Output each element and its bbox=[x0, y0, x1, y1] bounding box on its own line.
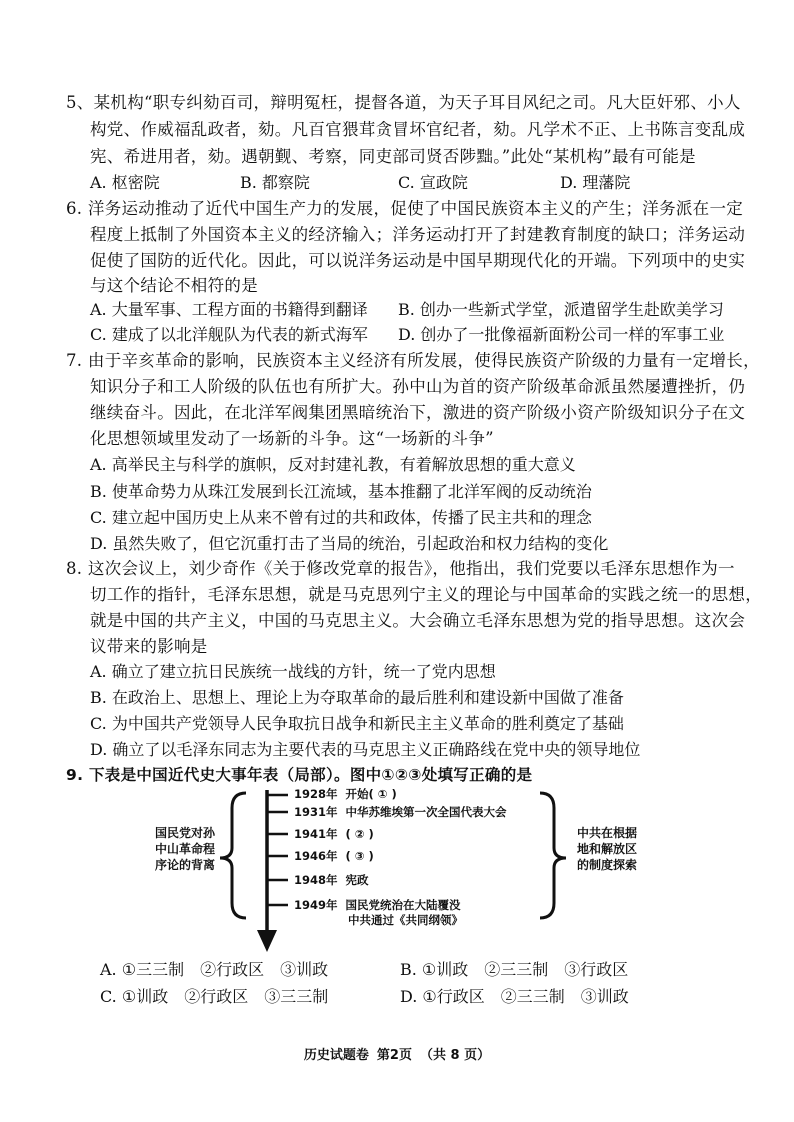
footer-total: （共 8 页） bbox=[419, 1048, 491, 1063]
event-year: 1928年 bbox=[294, 787, 338, 801]
page-footer bbox=[0, 1044, 794, 1063]
q6-line-2: 程度上抵制了外国资本主义的经济输入；洋务运动打开了封建教育制度的缺口；洋务运动 bbox=[90, 225, 746, 244]
q6-option-d: D. 创办了一批像福新面粉公司一样的军事工业 bbox=[398, 325, 725, 344]
q8-line-2: 切工作的指针，毛泽东思想，就是马克思列宁主义的理论与中国革命的实践之统一的思想， bbox=[90, 585, 762, 604]
q7-line-2: 知识分子和工人阶级的队伍也有所扩大。孙中山为首的资产阶级革命派虽然屡遭挫折，仍 bbox=[90, 377, 746, 396]
event-text: 宪政 bbox=[345, 873, 369, 887]
q6-line-1: 6. 洋务运动推动了近代中国生产力的发展，促使了中国民族资本主义的产生；洋务派在一定 bbox=[66, 199, 744, 218]
event-1941 bbox=[294, 827, 374, 842]
footer-page: 第2页 bbox=[376, 1048, 412, 1063]
q9-option-b: B. ①训政 ②三三制 ③行政区 bbox=[400, 960, 629, 979]
q8-line-3: 就是中国的共产主义，中国的马克思主义。大会确立毛泽东思想为党的指导思想。这次会 bbox=[90, 611, 746, 630]
q7-line-4: 化思想领域里发动了一场新的斗争。这“一场新的斗争” bbox=[90, 429, 494, 448]
q7-option-a: A. 高举民主与科学的旗帜，反对封建礼教，有着解放思想的重大意义 bbox=[90, 455, 576, 474]
q8-line-1: 8. 这次会议上，刘少奇作《关于修改党章的报告》，他指出，我们党要以毛泽东思想作为一 bbox=[66, 559, 735, 578]
q9-option-c: C. ①训政 ②行政区 ③三三制 bbox=[100, 987, 329, 1006]
q8-option-a: A. 确立了建立抗日民族统一战线的方针，统一了党内思想 bbox=[90, 662, 496, 681]
q8-option-c: C. 为中国共产党领导人民争取抗日战争和新民主主义革命的胜利奠定了基础 bbox=[90, 714, 624, 733]
q9-stem: 9. 下表是中国近代史大事年表（局部）。图中①②③处填写正确的是 bbox=[66, 766, 533, 784]
event-year: 1949年 bbox=[294, 898, 338, 912]
q9-option-a: A. ①三三制 ②行政区 ③训政 bbox=[100, 960, 329, 979]
q6-option-b: B. 创办一些新式学堂，派遣留学生赴欧美学习 bbox=[398, 300, 724, 319]
q6-line-3: 促使了国防的近代化。因此，可以说洋务运动是中国早期现代化的开端。下列项中的史实 bbox=[90, 251, 746, 270]
event-year: 1931年 bbox=[294, 805, 338, 819]
footer-subject: 历史试题卷 bbox=[303, 1048, 369, 1063]
event-text: ( ② ) bbox=[345, 827, 374, 841]
event-1928 bbox=[294, 787, 397, 802]
q5-line-1: 5、某机构“职专纠劾百司，辩明冤枉，提督各道，为天子耳目风纪之司。凡大臣奸邪、小人 bbox=[66, 93, 741, 112]
event-1949 bbox=[294, 898, 461, 913]
q5-option-c: C. 宣政院 bbox=[398, 173, 468, 192]
event-text: ( ③ ) bbox=[345, 849, 374, 863]
q8-line-4: 议带来的影响是 bbox=[90, 637, 208, 656]
event-text: 国民党统治在大陆覆没 bbox=[345, 898, 461, 912]
q5-option-b: B. 都察院 bbox=[240, 173, 310, 192]
q7-option-c: C. 建立起中国历史上从来不曾有过的共和政体，传播了民主共和的理念 bbox=[90, 508, 592, 527]
right-brace bbox=[540, 793, 566, 918]
q5-option-a: A. 枢密院 bbox=[90, 173, 160, 192]
q7-option-b: B. 使革命势力从珠江发展到长江流域，基本推翻了北洋军阀的反动统治 bbox=[90, 482, 592, 501]
q6-option-a: A. 大量军事、工程方面的书籍得到翻译 bbox=[90, 300, 368, 319]
q9-option-d: D. ①行政区 ②三三制 ③训政 bbox=[400, 987, 629, 1006]
timeline-arrowhead bbox=[257, 930, 277, 952]
event-year: 1946年 bbox=[294, 849, 338, 863]
q8-option-b: B. 在政治上、思想上、理论上为夺取革命的最后胜利和建设新中国做了准备 bbox=[90, 688, 624, 707]
q7-line-3: 继续奋斗。因此，在北洋军阀集团黑暗统治下，激进的资产阶级小资产阶级知识分子在文 bbox=[90, 403, 746, 422]
q8-option-d: D. 确立了以毛泽东同志为主要代表的马克思主义正确路线在党中央的领导地位 bbox=[90, 740, 641, 759]
event-1931 bbox=[294, 805, 507, 820]
q5-line-2: 构党、作威福乱政者，劾。凡百官猥茸贪冒坏官纪者，劾。凡学术不正、上书陈言变乱成 bbox=[90, 120, 746, 139]
q6-line-4: 与这个结论不相符的是 bbox=[90, 276, 258, 295]
event-year: 1948年 bbox=[294, 873, 338, 887]
q7-option-d: D. 虽然失败了，但它沉重打击了当局的统治，引起政治和权力结构的变化 bbox=[90, 534, 609, 553]
event-1949-second: 中共通过《共同纲领》 bbox=[348, 913, 463, 927]
event-year: 1941年 bbox=[294, 827, 338, 841]
right-brace-label: 中共在根据地和解放区的制度探索 bbox=[577, 826, 638, 872]
event-1946 bbox=[294, 849, 374, 864]
q5-option-d: D. 理藩院 bbox=[560, 173, 631, 192]
q6-option-c: C. 建成了以北洋舰队为代表的新式海军 bbox=[90, 325, 368, 344]
q5-line-3: 宪、希进用者，劾。遇朝觐、考察，同吏部司贤否陟黜。”此处“某机构”最有可能是 bbox=[90, 147, 696, 166]
left-brace bbox=[220, 793, 246, 918]
q7-line-1: 7. 由于辛亥革命的影响，民族资本主义经济有所发展，使得民族资产阶级的力量有一定增长， bbox=[66, 351, 760, 370]
event-text: 中华苏维埃第一次全国代表大会 bbox=[345, 805, 507, 819]
left-brace-label: 国民党对孙中山革命程序论的背离 bbox=[155, 826, 216, 872]
event-1948 bbox=[294, 873, 369, 888]
event-text: 开始( ① ) bbox=[345, 787, 397, 801]
